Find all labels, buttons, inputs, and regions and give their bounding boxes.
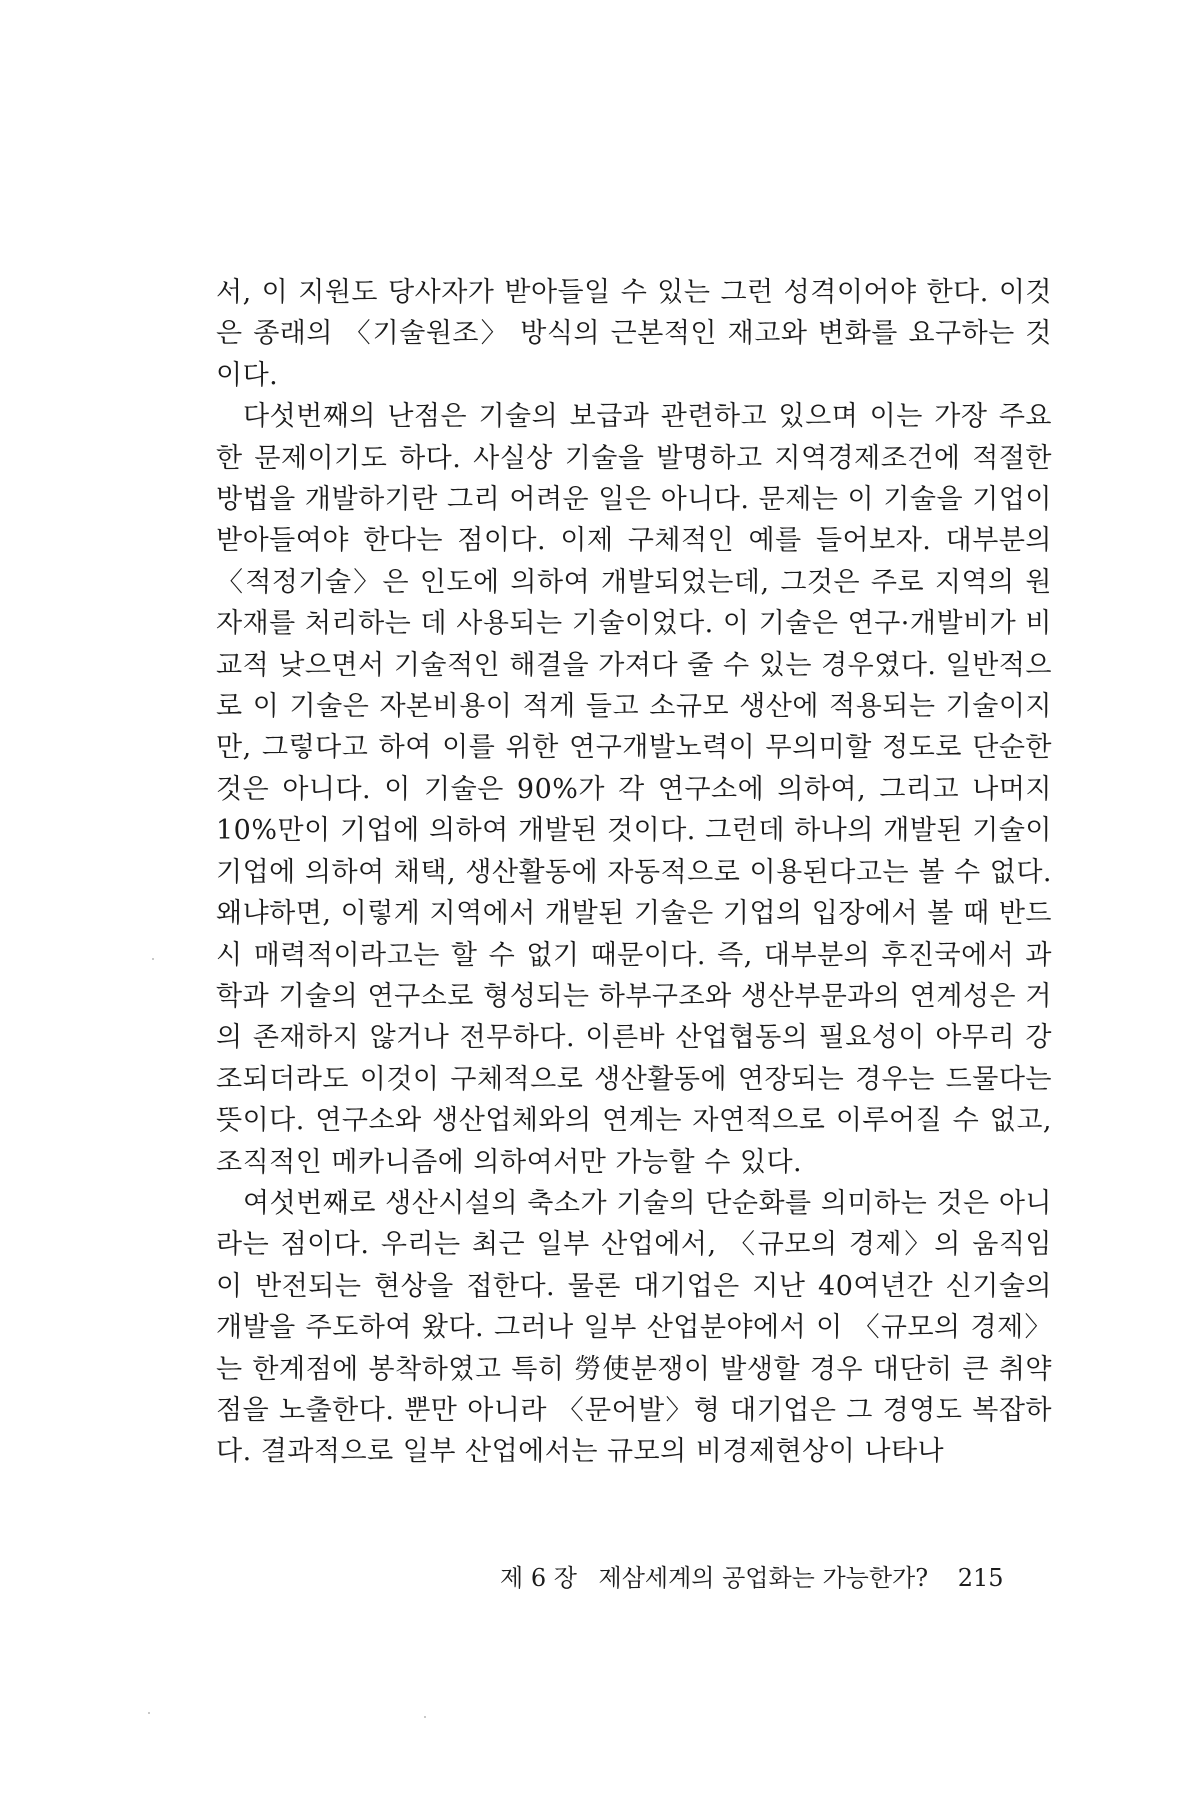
page-number: 215 — [957, 1564, 1004, 1592]
paragraph-fifth-difficulty: 다섯번째의 난점은 기술의 보급과 관련하고 있으며 이는 가장 주요한 문제이기도 하다. 사실상 기술을 발명하고 지역경제조건에 적절한 방법을 개발하기란 그리 어려운 일은 아니다. 문제는 이 기술을 기업이 받아들여야 한다는 점이다. 이제 구체적인 예를 들어보자. 대부분의 〈적정기술〉은 인도에 의하여 개발되었는데, 그것은 주로 지역의 원자재를 처리하는 데 사용되는 기술이었다. 이 기술은 연구·개발비가 비교적 낮으면서 기술적인 해결을 가져다 줄 수 있는 경우였다. 일반적으로 이 기술은 자본비용이 적게 들고 소규모 생산에 적용되는 기술이지만, 그렇다고 하여 이를 위한 연구개발노력이 무의미할 정도로 단순한 것은 아니다. 이 기술은 90%가 각 연구소에 의하여, 그리고 나머지 10%만이 기업에 의하여 개발된 것이다. 그런데 하나의 개발된 기술이 기업에 의하여 채택, 생산활동에 자동적으로 이용된다고는 볼 수 없다. 왜냐하면, 이렇게 지역에서 개발된 기술은 기업의 입장에서 볼 때 반드시 매력적이라고는 할 수 없기 때문이다. 즉, 대부분의 후진국에서 과학과 기술의 연구소로 형성되는 하부구조와 생산부문과의 연계성은 거의 존재하지 않거나 전무하다. 이른바 산업협동의 필요성이 아무리 강조되더라도 이것이 구체적으로 생산활동에 연장되는 경우는 드물다는 뜻이다. 연구소와 생산업체와의 연계는 자연적으로 이루어질 수 없고, 조직적인 메카니즘에 의하여서만 가능할 수 있다. — [216, 401, 1052, 1178]
paragraph-continued: 서, 이 지원도 당사자가 받아들일 수 있는 그런 성격이어야 한다. 이것은 종래의 〈기술원조〉 방식의 근본적인 재고와 변화를 요구하는 것이다. — [216, 277, 1052, 391]
body-text — [216, 272, 1052, 1473]
paper-speck — [148, 1712, 150, 1714]
chapter-label: 제 6 장 — [500, 1564, 577, 1592]
running-footer — [500, 1558, 1060, 1593]
paper-speck — [152, 958, 154, 960]
paper-speck — [424, 1716, 426, 1718]
paragraph-sixth-point: 여섯번째로 생산시설의 축소가 기술의 단순화를 의미하는 것은 아니라는 점이다. 우리는 최근 일부 산업에서, 〈규모의 경제〉의 움직임이 반전되는 현상을 접한다. 물론 대기업은 지난 40여년간 신기술의 개발을 주도하여 왔다. 그러나 일부 산업분야에서 이 〈규모의 경제〉는 한계점에 봉착하였고 특히 勞使분쟁이 발생할 경우 대단히 큰 취약점을 노출한다. 뿐만 아니라 〈문어발〉형 대기업은 그 경영도 복잡하다. 결과적으로 일부 산업에서는 규모의 비경제현상이 나타나 — [216, 1187, 1052, 1468]
chapter-title: 제삼세계의 공업화는 가능한가? — [598, 1564, 929, 1592]
